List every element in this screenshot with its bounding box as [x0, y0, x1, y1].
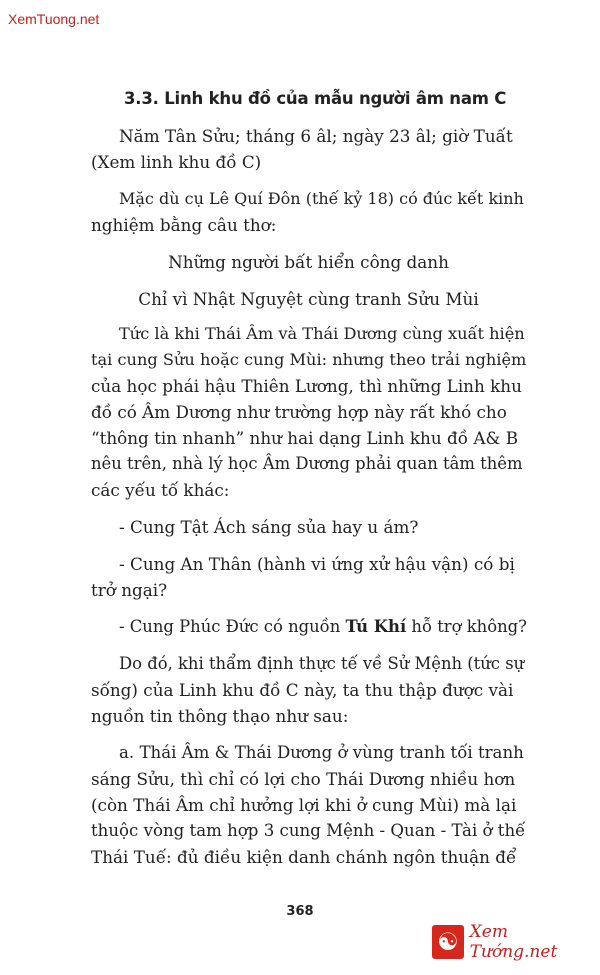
- list-item-line: [91, 615, 526, 639]
- list-item-line: trở ngại?: [91, 580, 168, 600]
- paragraph-line: Tức là khi Thái Âm và Thái Dương cùng xuất hiện: [119, 324, 525, 343]
- list-item-line: - Cung Tật Ách sáng sủa hay u ám?: [119, 517, 419, 537]
- section-heading: 3.3. Linh khu đồ của mẫu người âm nam C: [124, 89, 507, 108]
- paragraph-line: Mặc dù cụ Lê Quí Đôn (thế kỷ 18) có đúc kết kinh: [119, 189, 524, 208]
- page-number: 368: [286, 904, 314, 919]
- paragraph-line: đồ có Âm Dương như trường hợp này rất khó cho: [91, 402, 507, 422]
- watermark-site-name: XemTuong.net: [8, 11, 100, 27]
- paragraph-line: tại cung Sửu hoặc cung Mùi: nhưng theo trải nghiệm: [91, 350, 527, 369]
- paragraph-line: nêu trên, nhà lý học Âm Dương phải quan tâm thêm: [91, 454, 523, 473]
- paragraph-line: Thái Tuế: đủ điều kiện danh chánh ngôn thuận để: [91, 847, 517, 867]
- paragraph-line: các yếu tố khác:: [91, 480, 230, 500]
- paragraph-line: nguồn tin thông thạo như sau:: [91, 706, 349, 726]
- paragraph-line: (còn Thái Âm chỉ hưởng lợi khi ở cung Mùi) mà lại: [91, 795, 517, 815]
- paragraph-line: sống) của Linh khu đồ C này, ta thu thập được vài: [91, 680, 514, 700]
- paragraph-line: Năm Tân Sửu; tháng 6 âl; ngày 23 âl; giờ Tuất: [119, 126, 513, 146]
- paragraph-line: sáng Sửu, thì chỉ có lợi cho Thái Dương nhiều hơn: [91, 769, 516, 789]
- paragraph-line: nghiệm bằng câu thơ:: [91, 215, 277, 235]
- poem-line: Những người bất hiển công danh: [168, 252, 449, 272]
- list-item-text: hỗ trợ không?: [411, 617, 527, 636]
- list-item-text: - Cung Phúc Đức có nguồn: [119, 617, 341, 636]
- paragraph-line: a. Thái Âm & Thái Dương ở vùng tranh tối tranh: [119, 743, 524, 762]
- paragraph-line: Do đó, khi thẩm định thực tế về Sử Mệnh (tức sự: [119, 654, 525, 673]
- bold-term: Tú Khí: [345, 617, 407, 636]
- site-logo: [432, 920, 592, 964]
- paragraph-line: (Xem linh khu đồ C): [91, 152, 262, 172]
- poem-line: Chỉ vì Nhật Nguyệt cùng tranh Sửu Mùi: [138, 289, 479, 309]
- paragraph-line: thuộc vòng tam hợp 3 cung Mệnh - Quan - Tài ở thế: [91, 821, 526, 840]
- paragraph-line: của học phái hậu Thiên Lương, thì những Linh khu: [91, 376, 522, 396]
- yin-yang-icon: ☯: [432, 925, 464, 959]
- paragraph-line: “thông tin nhanh” như hai dạng Linh khu đồ A& B: [91, 428, 519, 448]
- logo-text: Xem Tướng.net: [469, 922, 558, 962]
- list-item-line: - Cung An Thân (hành vi ứng xử hậu vận) có bị: [119, 554, 515, 574]
